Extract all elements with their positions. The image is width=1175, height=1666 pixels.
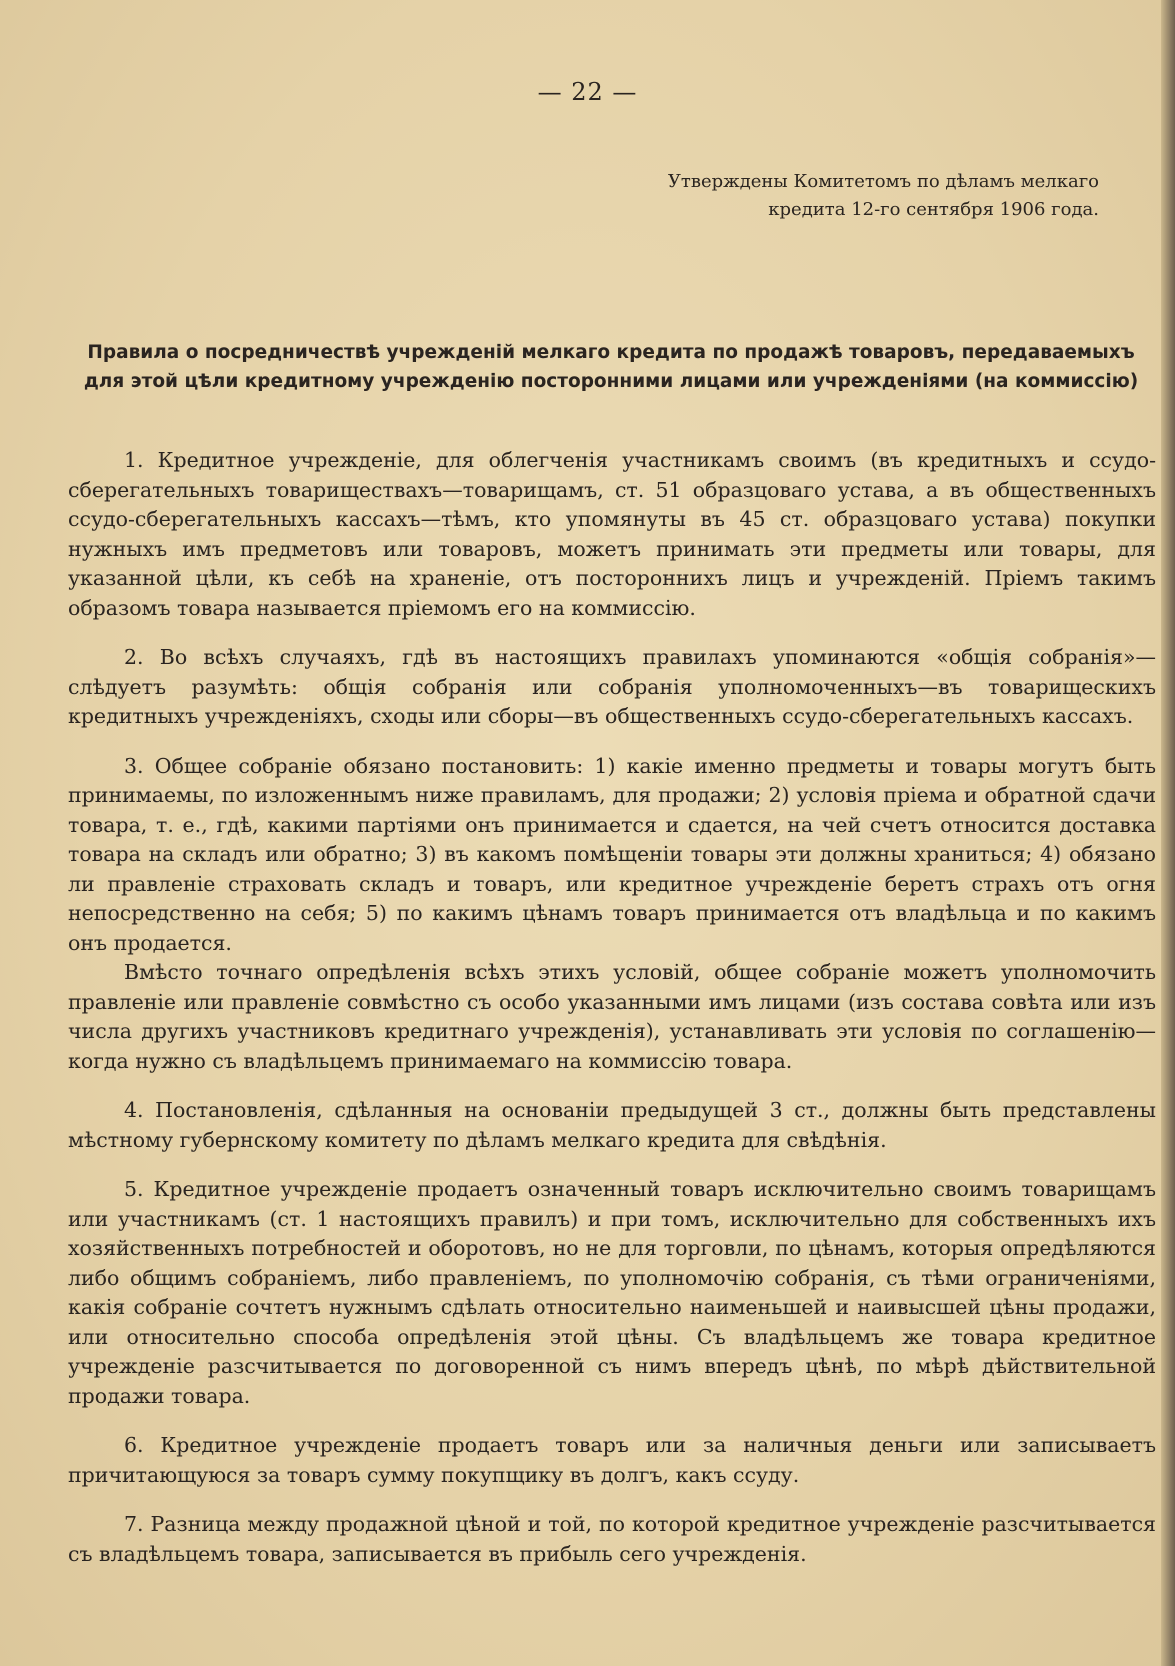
paragraph-3-continued: Вмѣсто точнаго опредѣленія всѣхъ этихъ условій, общее собраніе можетъ уполномочить правленіе или правленіе совмѣстно съ особо указанными имъ лицами (изъ состава совѣта или изъ числа другихъ участниковъ кредитнаго учрежденія), устанавливать эти условія по соглашенію—когда нужно съ владѣльцемъ принимаемаго на коммиссію товара. [68, 960, 1156, 1073]
paragraph-3: 3. Общее собраніе обязано постановить: 1) какіе именно предметы и товары могутъ быть принимаемы, по изложеннымъ ниже правиламъ, для продажи; 2) условія пріема и обратной сдачи товара, т. е., гдѣ, какими партіями онъ принимается и сдается, на чей счетъ относится доставка товара на складъ или обратно; 3) въ какомъ помѣщеніи товары эти должны храниться; 4) обязано ли правленіе страховать складъ и товаръ, или кредитное учрежденіе беретъ страхъ отъ огня непосредственно на себя; 5) по какимъ цѣнамъ товаръ принимается отъ владѣльца и по какимъ онъ продается. [68, 753, 1156, 955]
paragraph-4: 4. Постановленія, сдѣланныя на основаніи предыдущей 3 ст., должны быть представлены мѣстному губернскому комитету по дѣламъ мелкаго кредита для свѣдѣнія. [68, 1098, 1156, 1152]
approval-note: Утверждены Комитетомъ по дѣламъ мелкаго кредита 12-го сентября 1906 года. [667, 171, 1099, 220]
paragraph-6: 6. Кредитное учрежденіе продаетъ товаръ или за наличныя деньги или записываетъ причитающуюся за товаръ сумму покупщику въ долгъ, какъ ссуду. [68, 1433, 1156, 1487]
page-edge-shadow [1161, 0, 1175, 1666]
paragraph-5: 5. Кредитное учрежденіе продаетъ означенный товаръ исключительно своимъ товарищамъ или участникамъ (ст. 1 настоящихъ правилъ) и при томъ, исключительно для собственныхъ ихъ хозяйственныхъ потребностей и оборотовъ, но не для торговли, по цѣнамъ, которыя опредѣляются либо общимъ собраніемъ, либо правленіемъ, по уполномочію собранія, съ тѣми ограниченіями, какія собраніе сочтетъ нужнымъ сдѣлать относительно наименьшей и наивысшей цѣны продажи, или относительно способа опредѣленія этой цѣны. Съ владѣльцемъ же товара кредитное учрежденіе разсчитывается по договоренной съ нимъ впередъ цѣнѣ, по мѣрѣ дѣйствительной продажи товара. [68, 1177, 1156, 1408]
paragraph-7: 7. Разница между продажной цѣной и той, по которой кредитное учрежденіе разсчитывается съ владѣльцемъ товара, записывается въ прибыль сего учрежденія. [68, 1512, 1156, 1566]
document-title: Правила о посредничествѣ учрежденій мелкаго кредита по продажѣ товаровъ, передаваемыхъ для этой цѣли кредитному учрежденію посторонними лицами или учрежденіями (на коммиссію) [83, 342, 1139, 392]
page-number: — 22 — [537, 78, 638, 106]
paragraph-1: 1. Кредитное учрежденіе, для облегченія участникамъ своимъ (въ кредитныхъ и ссудо-сберегательныхъ товариществахъ—товарищамъ, ст. 51 образцоваго устава, а въ общественныхъ ссудо-сберегательныхъ кассахъ—тѣмъ, кто упомянуты въ 45 ст. образцоваго устава) покупки нужныхъ имъ предметовъ или товаровъ, можетъ принимать эти предметы или товары, для указанной цѣли, къ себѣ на храненіе, отъ постороннихъ лицъ и учрежденій. Пріемъ такимъ образомъ товара называется пріемомъ его на коммиссію. [68, 448, 1156, 620]
paragraph-2: 2. Во всѣхъ случаяхъ, гдѣ въ настоящихъ правилахъ упоминаются «общія собранія»—слѣдуетъ разумѣть: общія собранія или собранія уполномоченныхъ—въ товарищескихъ кредитныхъ учрежденіяхъ, сходы или сборы—въ общественныхъ ссудо-сберегательныхъ кассахъ. [68, 645, 1156, 728]
document-body [68, 446, 1156, 1589]
